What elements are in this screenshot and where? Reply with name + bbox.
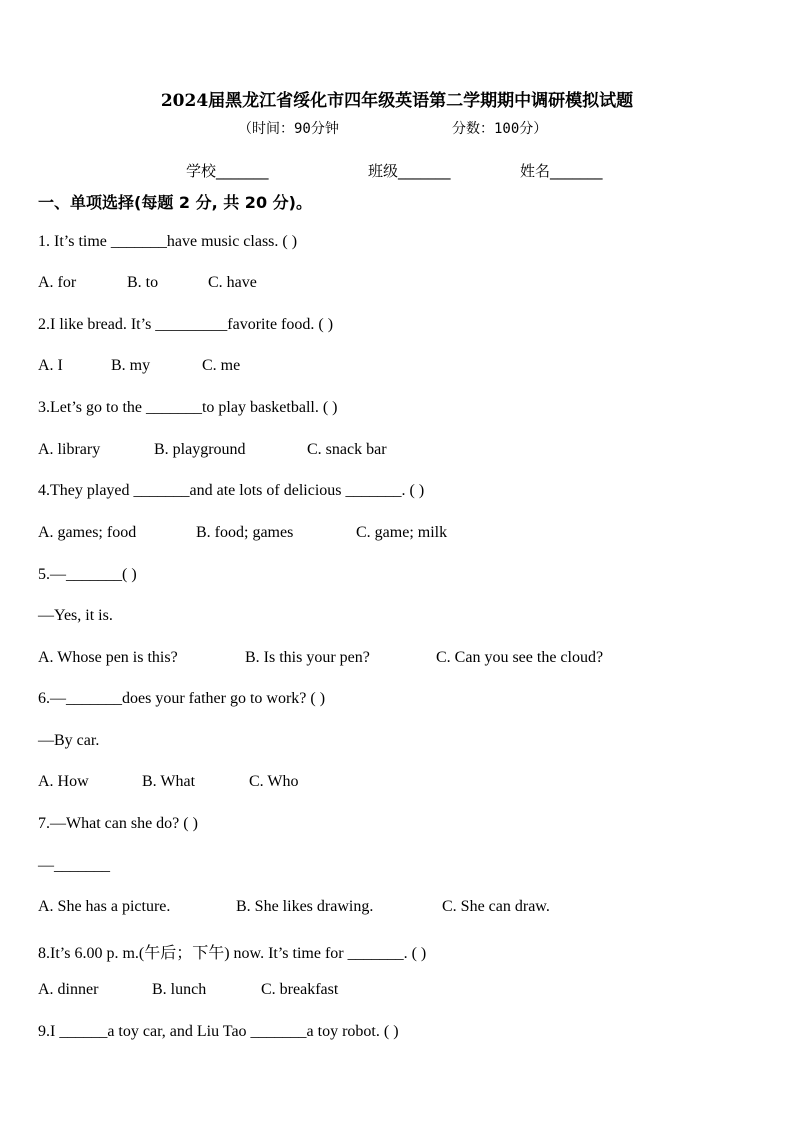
option-c: C. have — [208, 274, 257, 291]
question-stem: 8.It’s 6.00 p. m.(午后；下午) now. It’s time for _______. ( ) — [38, 945, 427, 962]
option-c: C. Who — [249, 773, 299, 790]
question-stem: 5.—_______( ) — [38, 566, 137, 583]
option-b: B. Is this your pen? — [245, 649, 370, 666]
question-reply: —_______ — [38, 857, 110, 874]
question-stem: 6.—_______does your father go to work? ( ) — [38, 690, 326, 707]
option-b: B. my — [111, 357, 151, 374]
question-options — [38, 649, 758, 671]
question-stem: 4.They played _______and ate lots of delicious _______. ( ) — [38, 482, 425, 499]
option-b: B. lunch — [152, 981, 207, 998]
option-c: C. breakfast — [261, 981, 339, 998]
option-b: B. What — [142, 773, 196, 790]
question-reply: —By car. — [38, 732, 100, 749]
option-b: B. to — [127, 274, 159, 291]
school-field: 学校_______ — [186, 162, 269, 180]
question-stem: 7.—What can she do? ( ) — [38, 815, 198, 832]
question-stem: 2.I like bread. It’s _________favorite food. ( ) — [38, 316, 334, 333]
exam-score: 分数：100分） — [452, 121, 548, 137]
question-stem: 9.I ______a toy car, and Liu Tao _______a toy robot. ( ) — [38, 1023, 399, 1040]
question-reply: —Yes, it is. — [38, 607, 113, 624]
name-field: 姓名_______ — [520, 162, 603, 180]
option-b: B. food; games — [196, 524, 294, 541]
option-a: A. Whose pen is this? — [38, 649, 178, 666]
section-title: 一、单项选择(每题 2 分, 共 20 分)。 — [38, 193, 312, 212]
option-c: C. game; milk — [356, 524, 448, 541]
question-options — [38, 441, 758, 463]
question-options — [38, 898, 758, 920]
option-b: B. She likes drawing. — [236, 898, 374, 915]
question-options — [38, 773, 758, 795]
option-a: A. How — [38, 773, 89, 790]
exam-title: 2024届黑龙江省绥化市四年级英语第二学期期中调研模拟试题 — [160, 91, 634, 111]
question-options — [38, 524, 758, 546]
option-b: B. playground — [154, 441, 246, 458]
class-field: 班级_______ — [368, 162, 451, 180]
option-a: A. dinner — [38, 981, 99, 998]
option-a: A. for — [38, 274, 77, 291]
option-c: C. me — [202, 357, 241, 374]
question-options — [38, 357, 758, 379]
exam-time: （时间：90分钟 — [238, 121, 339, 137]
option-a: A. I — [38, 357, 63, 374]
option-c: C. snack bar — [307, 441, 387, 458]
question-stem: 1. It’s time _______have music class. ( ) — [38, 233, 298, 250]
option-a: A. library — [38, 441, 101, 458]
question-stem: 3.Let’s go to the _______to play basketball. ( ) — [38, 399, 338, 416]
option-a: A. She has a picture. — [38, 898, 171, 915]
option-c: C. She can draw. — [442, 898, 550, 915]
option-c: C. Can you see the cloud? — [436, 649, 604, 666]
question-options — [38, 274, 758, 296]
option-a: A. games; food — [38, 524, 137, 541]
question-options — [38, 981, 758, 1003]
